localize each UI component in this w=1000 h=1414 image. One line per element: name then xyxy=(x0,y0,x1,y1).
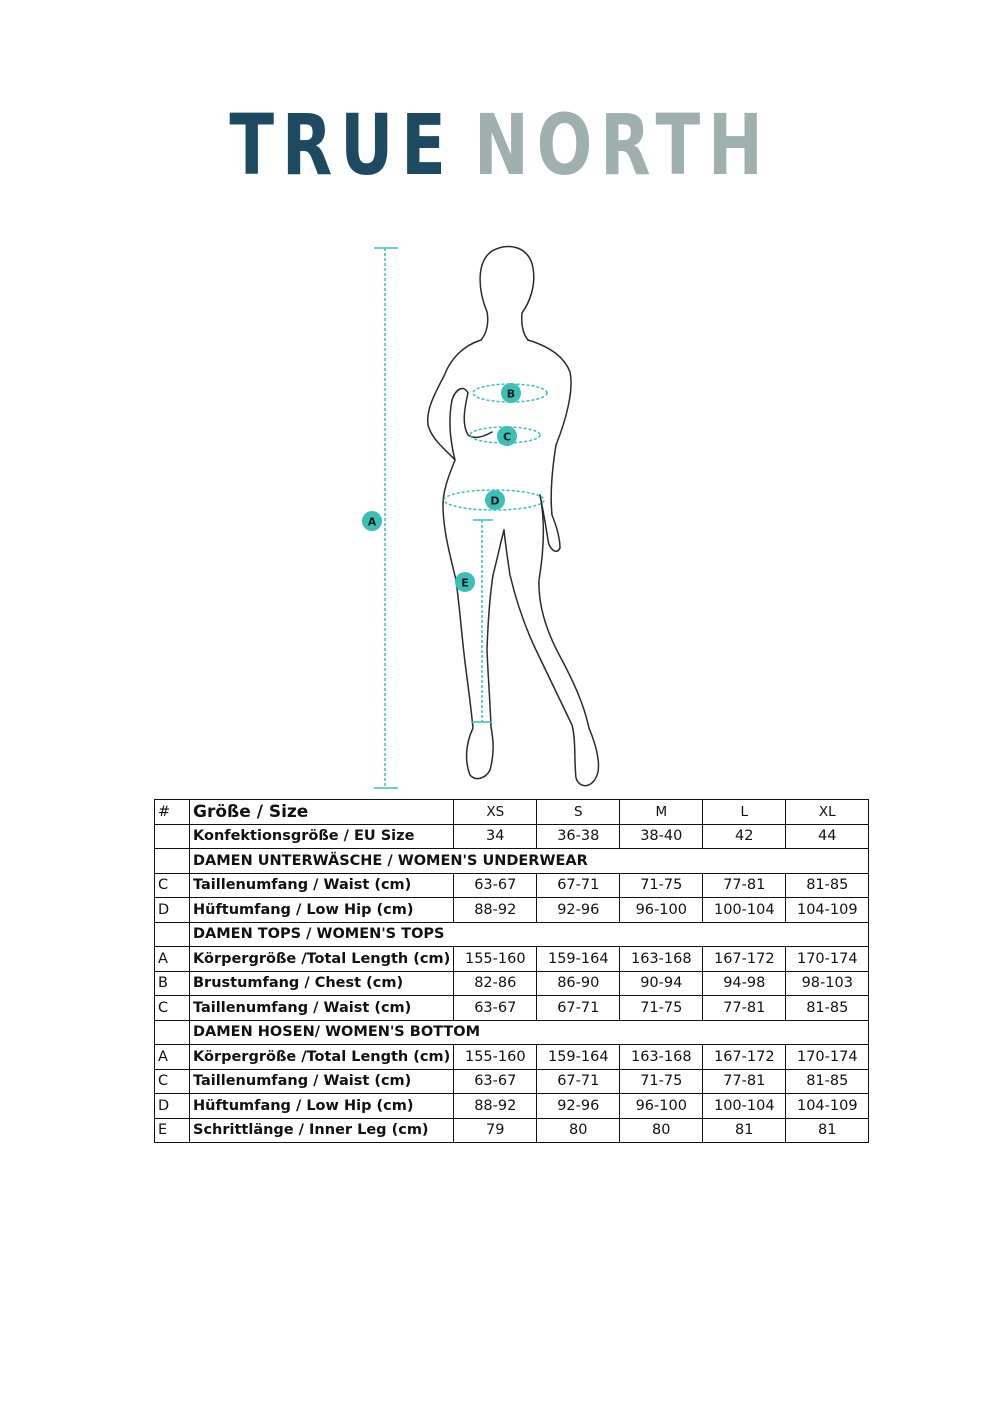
row-label: Schrittlänge / Inner Leg (cm) xyxy=(190,1118,454,1143)
cell-l: 167-172 xyxy=(703,947,786,972)
row-code: C xyxy=(155,1069,190,1094)
cell-m: 90-94 xyxy=(620,971,703,996)
size-header-xs: XS xyxy=(454,800,537,825)
cell-s: 67-71 xyxy=(537,873,620,898)
section-spacer xyxy=(155,1020,190,1045)
size-header-s: S xyxy=(537,800,620,825)
row-code: D xyxy=(155,1094,190,1119)
cell-xl: 170-174 xyxy=(786,1045,869,1070)
section-header-tops xyxy=(155,922,869,947)
marker-a xyxy=(362,511,382,531)
table-row xyxy=(155,1094,869,1119)
cell-s: 92-96 xyxy=(537,898,620,923)
hash-header: # xyxy=(155,800,190,825)
cell-l: 94-98 xyxy=(703,971,786,996)
marker-c xyxy=(497,426,517,446)
row-label: Taillenumfang / Waist (cm) xyxy=(190,1069,454,1094)
table-row xyxy=(155,1118,869,1143)
logo-word-north: NORTH xyxy=(474,96,771,194)
cell-l: 100-104 xyxy=(703,898,786,923)
marker-e-label: E xyxy=(461,576,469,590)
section-header-underwear xyxy=(155,849,869,874)
row-label: Hüftumfang / Low Hip (cm) xyxy=(190,898,454,923)
cell-xl: 81 xyxy=(786,1118,869,1143)
marker-c-label: C xyxy=(502,430,512,444)
cell-s: 159-164 xyxy=(537,1045,620,1070)
cell-xl: 81-85 xyxy=(786,1069,869,1094)
table-row xyxy=(155,996,869,1021)
cell-xs: 88-92 xyxy=(454,898,537,923)
cell-l: 81 xyxy=(703,1118,786,1143)
cell-xs: 88-92 xyxy=(454,1094,537,1119)
cell-xs: 63-67 xyxy=(454,996,537,1021)
row-code: E xyxy=(155,1118,190,1143)
cell-xl: 170-174 xyxy=(786,947,869,972)
section-header-bottom xyxy=(155,1020,869,1045)
logo-word-true: TRUE xyxy=(229,96,454,194)
body-outline xyxy=(428,246,599,785)
table-row xyxy=(155,1069,869,1094)
cell-xs: 155-160 xyxy=(454,1045,537,1070)
cell-xl: 104-109 xyxy=(786,1094,869,1119)
table-row xyxy=(155,898,869,923)
row-label: Taillenumfang / Waist (cm) xyxy=(190,873,454,898)
cell-xs: 63-67 xyxy=(454,873,537,898)
size-header-m: M xyxy=(620,800,703,825)
cell-s: 159-164 xyxy=(537,947,620,972)
cell-s: 36-38 xyxy=(537,824,620,849)
eu-size-row xyxy=(155,824,869,849)
cell-xl: 104-109 xyxy=(786,898,869,923)
section-title: DAMEN UNTERWÄSCHE / WOMEN'S UNDERWEAR xyxy=(190,849,869,874)
size-header-xl: XL xyxy=(786,800,869,825)
section-title: DAMEN TOPS / WOMEN'S TOPS xyxy=(190,922,869,947)
cell-m: 71-75 xyxy=(620,873,703,898)
cell-xs: 79 xyxy=(454,1118,537,1143)
cell-m: 38-40 xyxy=(620,824,703,849)
row-code: A xyxy=(155,947,190,972)
cell-l: 77-81 xyxy=(703,996,786,1021)
row-code: C xyxy=(155,873,190,898)
cell-m: 71-75 xyxy=(620,1069,703,1094)
cell-xs: 82-86 xyxy=(454,971,537,996)
size-chart-table xyxy=(154,799,869,1143)
table-row xyxy=(155,1045,869,1070)
size-header-label: Größe / Size xyxy=(190,800,454,825)
cell-m: 163-168 xyxy=(620,1045,703,1070)
row-label: Körpergröße /Total Length (cm) xyxy=(190,1045,454,1070)
cell-xl: 81-85 xyxy=(786,873,869,898)
cell-xs: 155-160 xyxy=(454,947,537,972)
row-code: C xyxy=(155,996,190,1021)
cell-s: 86-90 xyxy=(537,971,620,996)
marker-a-label: A xyxy=(367,515,377,529)
cell-l: 42 xyxy=(703,824,786,849)
cell-m: 71-75 xyxy=(620,996,703,1021)
row-label: Konfektionsgröße / EU Size xyxy=(190,824,454,849)
marker-e xyxy=(455,572,475,592)
cell-m: 96-100 xyxy=(620,1094,703,1119)
row-label: Hüftumfang / Low Hip (cm) xyxy=(190,1094,454,1119)
row-code: D xyxy=(155,898,190,923)
cell-l: 77-81 xyxy=(703,1069,786,1094)
cell-s: 67-71 xyxy=(537,996,620,1021)
row-label: Körpergröße /Total Length (cm) xyxy=(190,947,454,972)
section-title: DAMEN HOSEN/ WOMEN'S BOTTOM xyxy=(190,1020,869,1045)
cell-l: 77-81 xyxy=(703,873,786,898)
cell-s: 92-96 xyxy=(537,1094,620,1119)
cell-xs: 63-67 xyxy=(454,1069,537,1094)
section-spacer xyxy=(155,922,190,947)
table-header-row xyxy=(155,800,869,825)
cell-xl: 44 xyxy=(786,824,869,849)
size-header-l: L xyxy=(703,800,786,825)
row-code: B xyxy=(155,971,190,996)
cell-l: 167-172 xyxy=(703,1045,786,1070)
row-code: A xyxy=(155,1045,190,1070)
cell-m: 80 xyxy=(620,1118,703,1143)
row-code xyxy=(155,824,190,849)
cell-xl: 81-85 xyxy=(786,996,869,1021)
marker-b xyxy=(501,383,521,403)
section-spacer xyxy=(155,849,190,874)
cell-s: 80 xyxy=(537,1118,620,1143)
body-measurement-figure xyxy=(300,235,660,800)
row-label: Brustumfang / Chest (cm) xyxy=(190,971,454,996)
brand-logo xyxy=(110,96,890,194)
cell-m: 96-100 xyxy=(620,898,703,923)
cell-s: 67-71 xyxy=(537,1069,620,1094)
cell-m: 163-168 xyxy=(620,947,703,972)
marker-b-label: B xyxy=(506,387,516,401)
table-row xyxy=(155,947,869,972)
cell-xl: 98-103 xyxy=(786,971,869,996)
marker-d xyxy=(485,490,505,510)
cell-l: 100-104 xyxy=(703,1094,786,1119)
row-label: Taillenumfang / Waist (cm) xyxy=(190,996,454,1021)
cell-xs: 34 xyxy=(454,824,537,849)
marker-d-label: D xyxy=(490,494,500,508)
table-row xyxy=(155,873,869,898)
table-row xyxy=(155,971,869,996)
